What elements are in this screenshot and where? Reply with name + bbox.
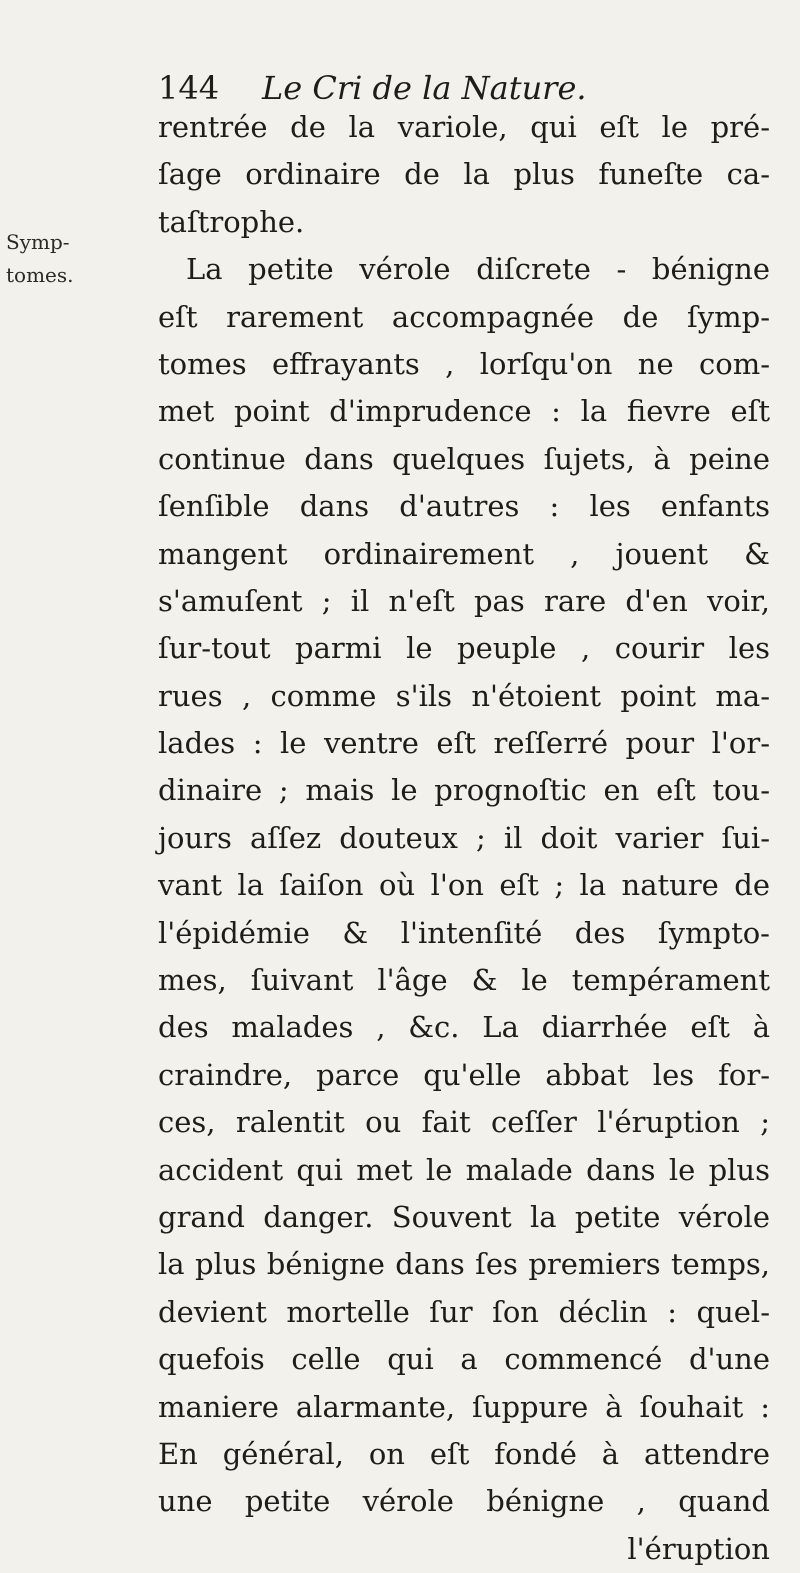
text-line: mes, ſuivant l'âge & le tempérament (158, 963, 770, 998)
text-line: lades : le ventre eſt reſſerré pour l'or- (158, 726, 770, 761)
body-text (158, 104, 770, 1573)
text-line: craindre, parce qu'elle abbat les for- (158, 1057, 770, 1092)
text-line: maniere alarmante, ſuppure à ſouhait : (158, 1389, 770, 1424)
text-line: rentrée de la variole, qui eſt le pré- (158, 110, 770, 144)
text-line: l'épidémie & l'intenſité des ſympto- (158, 915, 770, 950)
text-line: grand danger. Souvent la petite vérole (158, 1199, 770, 1234)
text-line: ſenſible dans d'autres : les enfants (158, 489, 770, 524)
text-line: ces, ralentit ou fait ceſſer l'éruption ; (158, 1105, 770, 1140)
page-number: 144 (158, 69, 220, 107)
text-line: ſur-tout parmi le peuple , courir les (158, 631, 770, 666)
text-line: taſtrophe. (158, 204, 305, 239)
text-line: tomes effrayants , lorſqu'on ne com- (158, 346, 770, 381)
text-line: la plus bénigne dans ſes premiers temps, (158, 1247, 770, 1282)
text-line: s'amuſent ; il n'eſt pas rare d'en voir, (158, 583, 770, 618)
text-line: vant la ſaiſon où l'on eſt ; la nature de (158, 868, 770, 903)
text-line: quefois celle qui a commencé d'une (158, 1342, 770, 1377)
text-line: ſage ordinaire de la plus funeſte ca- (158, 157, 770, 192)
text-line: eſt rarement accompagnée de ſymp- (158, 299, 770, 334)
text-line: rues , comme s'ils n'étoient point ma- (158, 678, 770, 713)
margin-note-line: tomes. (6, 263, 74, 287)
margin-note (6, 226, 76, 292)
text-line: une petite vérole bénigne , quand (158, 1484, 770, 1519)
text-line: mangent ordinairement , jouent & (158, 536, 770, 571)
running-title: Le Cri de la Nature. (262, 69, 587, 107)
text-line: jours aſſez douteux ; il doit varier ſui- (158, 820, 770, 855)
text-line: continue dans quelques ſujets, à peine (158, 441, 770, 476)
text-line: devient mortelle ſur ſon déclin : quel- (158, 1294, 770, 1329)
margin-note-line: Symp- (6, 230, 70, 254)
text-line: dinaire ; mais le prognoſtic en eſt tou- (158, 773, 770, 808)
text-line: des malades , &c. La diarrhée eſt à (158, 1010, 770, 1045)
text-line: En général, on eſt fondé à attendre (158, 1436, 770, 1471)
text-line: accident qui met le malade dans le plus (158, 1152, 770, 1187)
text-line: met point d'imprudence : la fievre eſt (158, 394, 770, 429)
running-header (158, 68, 587, 108)
catchword-line: l'éruption (627, 1531, 770, 1566)
paragraph-start-line: La petite vérole diſcrete - bénigne (186, 252, 770, 287)
